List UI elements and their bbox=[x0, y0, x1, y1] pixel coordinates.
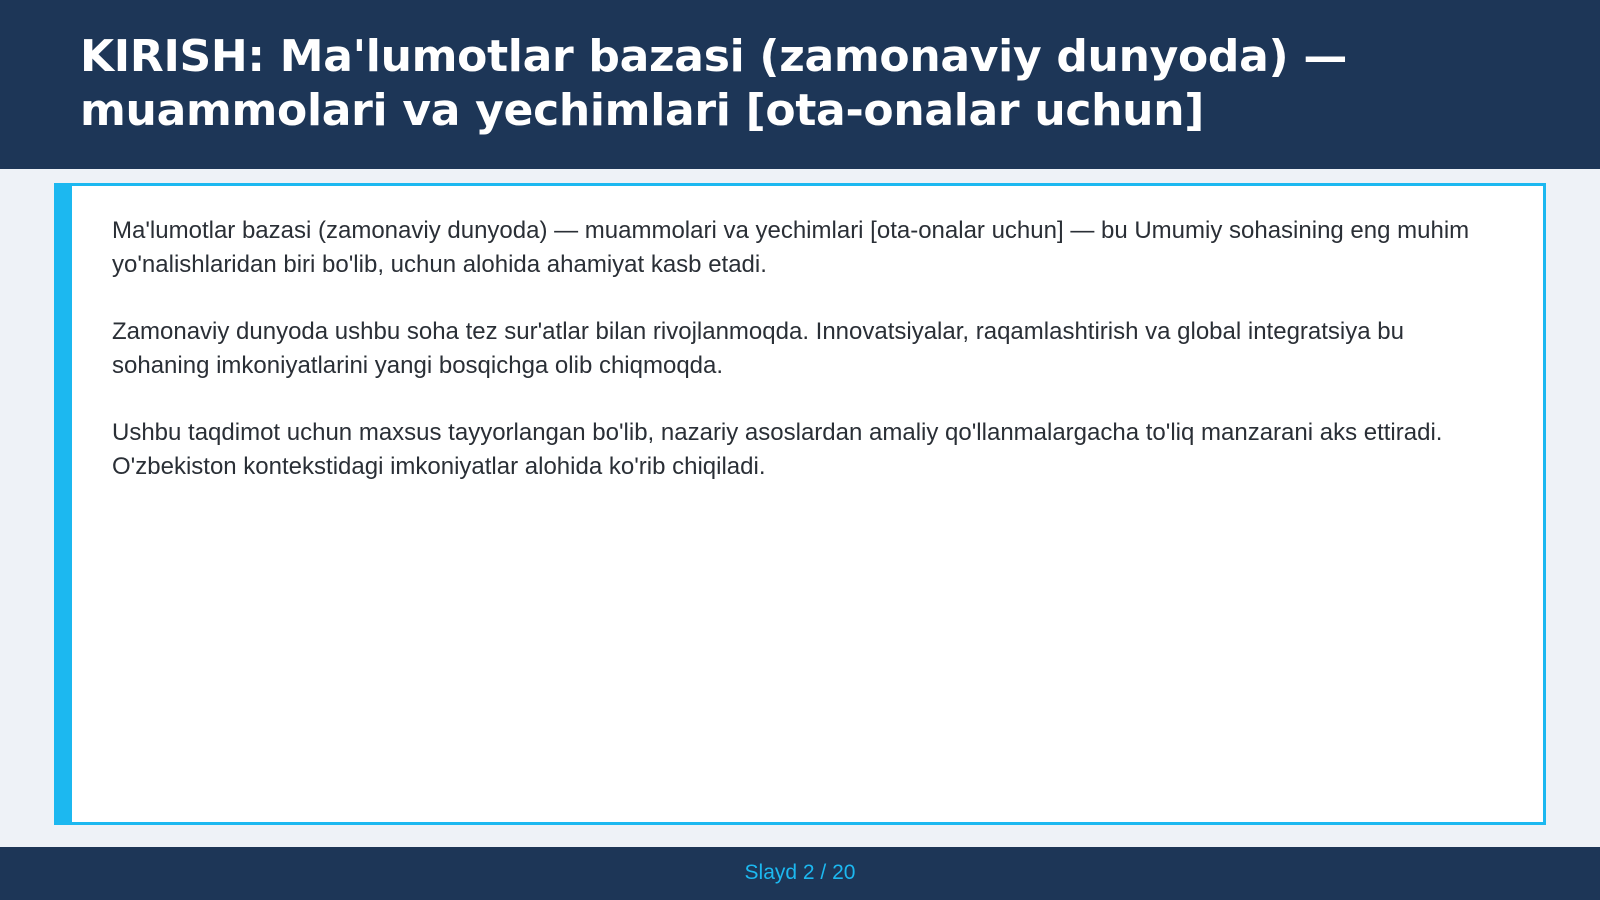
content-body bbox=[112, 214, 1493, 517]
paragraph-presentation-scope: Ushbu taqdimot uchun maxsus tayyorlangan bo'lib, nazariy asoslardan amaliy qo'llanmalargacha to'liq manzarani aks ettiradi. O'zbekiston kontekstidagi imkoniyatlar alohida ko'rib chiqiladi. bbox=[112, 419, 1443, 480]
paragraph-intro: Ma'lumotlar bazasi (zamonaviy dunyoda) — muammolari va yechimlari [ota-onalar uchun] — bu Umumiy sohasining eng muhim yo'nalishlaridan biri bo'lib, uchun alohida ahamiyat kasb etadi. bbox=[112, 217, 1470, 278]
slide-footer bbox=[0, 847, 1600, 900]
content-panel bbox=[54, 183, 1546, 825]
slide-number: Slayd 2 / 20 bbox=[744, 861, 856, 884]
paragraph-modern-world: Zamonaviy dunyoda ushbu soha tez sur'atlar bilan rivojlanmoqda. Innovatsiyalar, raqamlashtirish va global integratsiya bu sohaning imkoniyatlarini yangi bosqichga olib chiqmoqda. bbox=[112, 318, 1404, 379]
slide-header bbox=[0, 0, 1600, 169]
slide-title: KIRISH: Ma'lumotlar bazasi (zamonaviy dunyoda) — muammolari va yechimlari [ota-onalar uchun] bbox=[80, 31, 1348, 136]
